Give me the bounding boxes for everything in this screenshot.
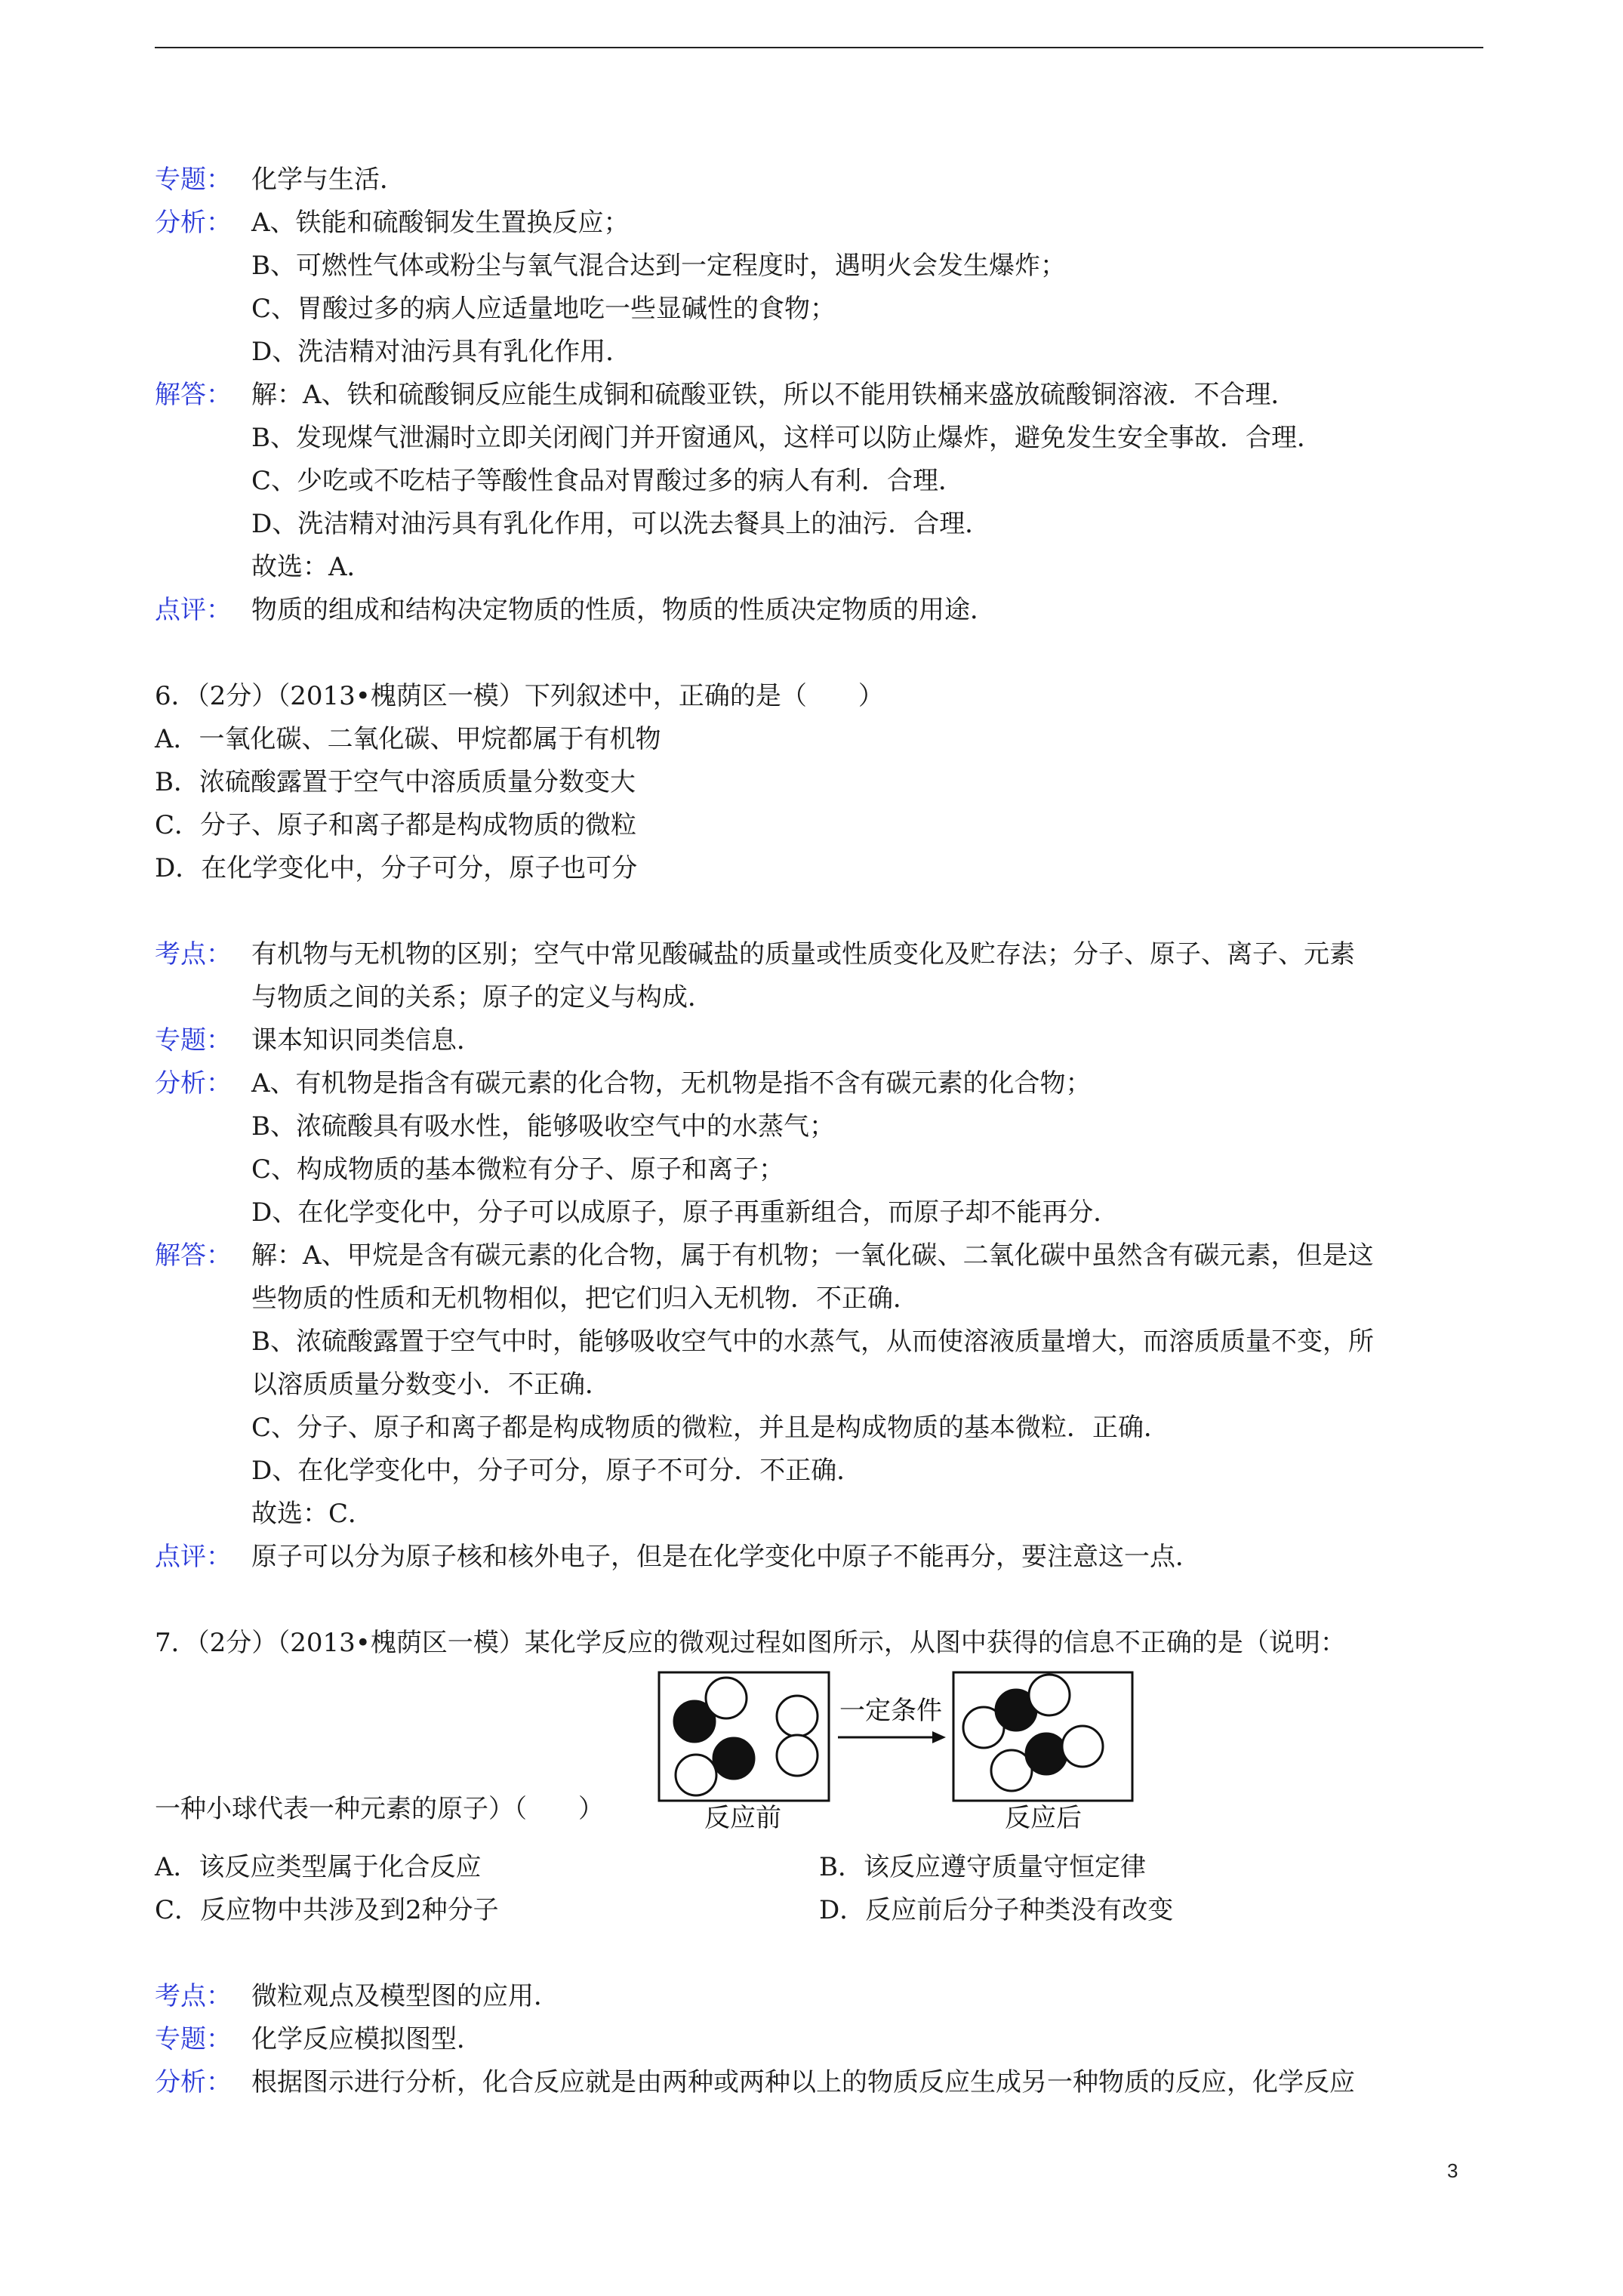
zhuanti-text: 化学反应模拟图型． <box>251 2024 482 2054</box>
fenxi-line: A、有机物是指含有碳元素的化合物，无机物是指不含有碳元素的化合物； <box>251 1068 1092 1099</box>
q5-zhuanti <box>155 159 1483 202</box>
q6-dianping <box>155 1536 1483 1579</box>
q6-kaodian <box>155 933 1483 1019</box>
atom-white <box>777 1696 818 1737</box>
label-dianping: 点评： <box>155 1542 232 1572</box>
label-fenxi: 分析： <box>155 208 232 238</box>
q6-option-a: A．一氧化碳、二氧化碳、甲烷都属于有机物 <box>155 724 661 754</box>
atom-white <box>676 1755 716 1795</box>
jieda-line: B、发现煤气泄漏时立即关闭阀门并开窗通风，这样可以防止爆炸，避免发生安全事故．合理． <box>251 423 1323 453</box>
fenxi-line: C、胃酸过多的病人应适量地吃一些显碱性的食物； <box>251 294 836 324</box>
q6-option-b: B．浓硫酸露置于空气中溶质质量分数变大 <box>155 767 636 797</box>
q7-zhuanti <box>155 2018 1483 2061</box>
kaodian-text: 微粒观点及模型图的应用． <box>251 1981 559 2011</box>
before-label: 反应前 <box>704 1803 781 1831</box>
q7-options-row-2 <box>155 1889 1483 1932</box>
fenxi-line: C、构成物质的基本微粒有分子、原子和离子； <box>251 1154 785 1185</box>
reaction-diagram <box>657 1665 1351 1831</box>
q6-jieda <box>155 1234 1483 1536</box>
dianping-text: 物质的组成和结构决定物质的性质，物质的性质决定物质的用途． <box>251 595 996 625</box>
jieda-line: 解：A、甲烷是含有碳元素的化合物，属于有机物；一氧化碳、二氧化碳中虽然含有碳元素，但是这 <box>251 1240 1374 1271</box>
atom-white <box>1062 1726 1103 1767</box>
label-kaodian: 考点： <box>155 939 232 969</box>
q7-kaodian <box>155 1975 1483 2018</box>
q6-fenxi <box>155 1062 1483 1234</box>
label-fenxi: 分析： <box>155 1068 232 1099</box>
jieda-line: 以溶质质量分数变小．不正确． <box>251 1370 611 1400</box>
page-number: 3 <box>1447 2159 1458 2182</box>
zhuanti-text: 课本知识同类信息． <box>251 1025 482 1056</box>
q6-zhuanti <box>155 1019 1483 1062</box>
jieda-line: C、分子、原子和离子都是构成物质的微粒，并且是构成物质的基本微粒．正确． <box>251 1413 1170 1443</box>
q7-options-row-1 <box>155 1846 1483 1889</box>
jieda-line: C、少吃或不吃桔子等酸性食品对胃酸过多的病人有利．合理． <box>251 466 965 496</box>
q6-option-c: C．分子、原子和离子都是构成物质的微粒 <box>155 810 637 840</box>
fenxi-line: A、铁能和硫酸铜发生置换反应； <box>251 208 630 238</box>
label-jieda: 解答： <box>155 1240 232 1271</box>
kaodian-line: 与物质之间的关系；原子的定义与构成． <box>251 982 713 1012</box>
fenxi-text: 根据图示进行分析，化合反应就是由两种或两种以上的物质反应生成另一种物质的反应，化学反应 <box>251 2067 1355 2097</box>
jieda-line: 些物质的性质和无机物相似，把它们归入无机物．不正确． <box>251 1284 919 1314</box>
q5-dianping <box>155 589 1483 632</box>
label-fenxi: 分析： <box>155 2067 232 2097</box>
header-rule <box>155 47 1483 48</box>
atom-black <box>713 1738 754 1779</box>
q7-stem-continuation: 一种小球代表一种元素的原子）（ ） <box>155 1794 604 1824</box>
jieda-line: D、在化学变化中，分子可分，原子不可分．不正确． <box>251 1456 863 1486</box>
zhuanti-text: 化学与生活． <box>251 165 405 195</box>
kaodian-line: 有机物与无机物的区别；空气中常见酸碱盐的质量或性质变化及贮存法；分子、原子、离子、元素 <box>251 939 1355 969</box>
label-jieda: 解答： <box>155 380 232 410</box>
q5-fenxi <box>155 202 1483 374</box>
atom-black <box>1026 1734 1067 1774</box>
arrow-head-icon <box>932 1731 946 1743</box>
jieda-line: D、洗洁精对油污具有乳化作用，可以洗去餐具上的油污．合理． <box>251 509 991 539</box>
fenxi-line: B、可燃性气体或粉尘与氧气混合达到一定程度时，遇明火会发生爆炸； <box>251 251 1066 281</box>
q7-option-a: A．该反应类型属于化合反应 <box>155 1852 482 1882</box>
arrow-label: 一定条件 <box>839 1696 942 1726</box>
label-zhuanti: 专题： <box>155 165 232 195</box>
document-body <box>155 159 1483 2104</box>
jieda-line: 故选：A． <box>251 552 373 582</box>
q5-jieda <box>155 374 1483 589</box>
q7-option-d: D．反应前后分子种类没有改变 <box>819 1895 1174 1925</box>
label-dianping: 点评： <box>155 595 232 625</box>
q6-stem: 6．（2分）（2013•槐荫区一模）下列叙述中，正确的是（ ） <box>155 681 884 711</box>
dianping-text: 原子可以分为原子核和核外电子，但是在化学变化中原子不能再分，要注意这一点． <box>251 1542 1201 1572</box>
q7-option-b: B．该反应遵守质量守恒定律 <box>819 1852 1146 1882</box>
q7-option-c: C．反应物中共涉及到2种分子 <box>155 1895 499 1925</box>
jieda-line: 故选：C． <box>251 1499 374 1529</box>
atom-white <box>1029 1675 1070 1715</box>
label-kaodian: 考点： <box>155 1981 232 2011</box>
label-zhuanti: 专题： <box>155 2024 232 2054</box>
fenxi-line: B、浓硫酸具有吸水性，能够吸收空气中的水蒸气； <box>251 1111 835 1142</box>
q7-figure-row <box>155 1665 1483 1831</box>
atom-white <box>706 1678 747 1718</box>
atom-white <box>777 1735 818 1776</box>
after-label: 反应后 <box>1005 1803 1082 1831</box>
jieda-line: 解：A、铁和硫酸铜反应能生成铜和硫酸亚铁，所以不能用铁桶来盛放硫酸铜溶液．不合理． <box>251 380 1297 410</box>
jieda-line: B、浓硫酸露置于空气中时，能够吸收空气中的水蒸气，从而使溶液质量增大，而溶质质量不变，所 <box>251 1327 1374 1357</box>
q6-option-d: D．在化学变化中，分子可分，原子也可分 <box>155 853 638 883</box>
label-zhuanti: 专题： <box>155 1025 232 1056</box>
fenxi-line: D、在化学变化中，分子可以成原子，原子再重新组合，而原子却不能再分． <box>251 1197 1119 1228</box>
q7-fenxi <box>155 2061 1483 2104</box>
q7-stem: 7．（2分）（2013•槐荫区一模）某化学反应的微观过程如图所示，从图中获得的信息不正确的是（说明： <box>155 1628 1346 1658</box>
fenxi-line: D、洗洁精对油污具有乳化作用． <box>251 337 632 367</box>
